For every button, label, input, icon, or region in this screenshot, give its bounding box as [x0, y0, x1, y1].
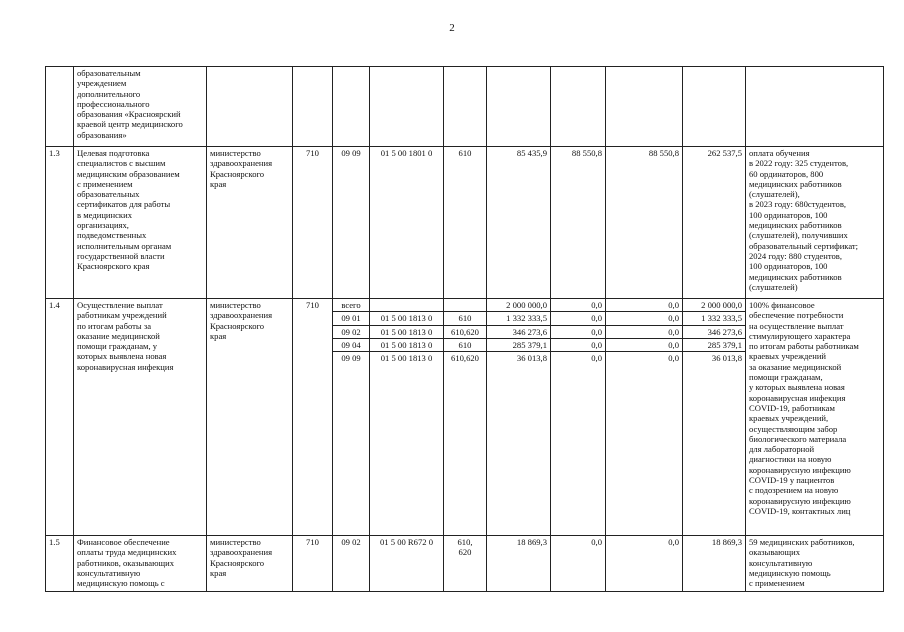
item-code-cell: [293, 67, 333, 147]
item-org-cell: министерство здравоохранения Красноярского края: [207, 147, 293, 299]
target-article-cell: 01 5 00 R672 0: [370, 536, 444, 592]
item-name-cell: Финансовое обеспечение оплаты труда медицинских работников, оказывающих консультативную медицинскую помощь с: [74, 536, 207, 592]
target-article-cell: 01 5 00 1813 0: [370, 325, 444, 338]
item-org-cell: [207, 67, 293, 147]
table-row: [46, 147, 884, 299]
amount-2023-cell: 0,0: [551, 299, 606, 312]
section-code-cell: 09 09: [333, 352, 370, 536]
target-article-cell: 01 5 00 1801 0: [370, 147, 444, 299]
section-code-cell: 09 01: [333, 312, 370, 325]
item-number-cell: 1.3: [46, 147, 74, 299]
item-result-cell: оплата обучения в 2022 году: 325 студентов, 60 ординаторов, 800 медицинских работников (слушателей), в 2023 году: 680студентов, 100 ординаторов, 100 медицинских работников (слушателей), получивших образовательный сертификат; 2024 году: 880 студентов, 100 ординаторов, 100 медицинских работников (слушателей): [746, 147, 884, 299]
item-number-cell: 1.5: [46, 536, 74, 592]
amount-2024-cell: 0,0: [606, 536, 683, 592]
expense-type-cell: [444, 299, 487, 312]
amount-2023-cell: 0,0: [551, 325, 606, 338]
expense-type-cell: 610: [444, 147, 487, 299]
amount-total-cell: 285 379,1: [683, 338, 746, 351]
item-result-cell: 100% финансовое обеспечение потребности на осуществление выплат стимулирующего характера по итогам работы работникам краевых учреждений за оказание медицинской помощи гражданам, у которых выявлена новая коронавирусная инфекция COVID-19, работникам краевых учреждений, осуществляющим забор биологического материала для лабораторной диагностики на новую коронавирусную инфекцию COVID-19 у пациентов с подозрением на новую коронавирусную инфекцию COVID-19, контактных лиц: [746, 299, 884, 536]
item-code-cell: 710: [293, 147, 333, 299]
amount-total-cell: 346 273,6: [683, 325, 746, 338]
amount-total-cell: 262 537,5: [683, 147, 746, 299]
item-number-cell: [46, 67, 74, 147]
item-result-cell: 59 медицинских работников, оказывающих консультативную медицинскую помощь с применением: [746, 536, 884, 592]
table-row: [46, 299, 884, 312]
amount-2022-cell: [487, 67, 551, 147]
item-number-cell: 1.4: [46, 299, 74, 536]
section-code-cell: всего: [333, 299, 370, 312]
table-row: [46, 67, 884, 147]
amount-2023-cell: 88 550,8: [551, 147, 606, 299]
expense-type-cell: 610,620: [444, 352, 487, 536]
table-row: [46, 536, 884, 592]
amount-total-cell: 1 332 333,5: [683, 312, 746, 325]
amount-2022-cell: 2 000 000,0: [487, 299, 551, 312]
item-result-cell: [746, 67, 884, 147]
section-code-cell: 09 02: [333, 536, 370, 592]
expense-type-cell: [444, 67, 487, 147]
amount-total-cell: [683, 67, 746, 147]
target-article-cell: 01 5 00 1813 0: [370, 352, 444, 536]
amount-2024-cell: 0,0: [606, 299, 683, 312]
expense-type-cell: 610: [444, 338, 487, 351]
amount-2022-cell: 18 869,3: [487, 536, 551, 592]
item-org-cell: министерство здравоохранения Красноярского края: [207, 536, 293, 592]
section-code-cell: 09 02: [333, 325, 370, 338]
item-name-cell: Целевая подготовка специалистов с высшим медицинским образованием с применением образовательных сертификатов для работы в медицинских организациях, подведомственных исполнительным органам государственной власти Красноярского края: [74, 147, 207, 299]
amount-2024-cell: 0,0: [606, 312, 683, 325]
amount-2022-cell: 85 435,9: [487, 147, 551, 299]
item-org-cell: министерство здравоохранения Красноярского края: [207, 299, 293, 536]
amount-2023-cell: 0,0: [551, 352, 606, 536]
amount-2023-cell: 0,0: [551, 338, 606, 351]
amount-2024-cell: 88 550,8: [606, 147, 683, 299]
item-code-cell: 710: [293, 299, 333, 536]
section-code-cell: [333, 67, 370, 147]
section-code-cell: 09 09: [333, 147, 370, 299]
amount-2022-cell: 346 273,6: [487, 325, 551, 338]
amount-2022-cell: 36 013,8: [487, 352, 551, 536]
item-name-cell: Осуществление выплат работникам учреждений по итогам работы за оказание медицинской помощи гражданам, у которых выявлена новая коронавирусная инфекция: [74, 299, 207, 536]
amount-2022-cell: 1 332 333,5: [487, 312, 551, 325]
amount-2024-cell: [606, 67, 683, 147]
amount-2024-cell: 0,0: [606, 352, 683, 536]
item-name-cell: образовательным учреждением дополнительного профессионального образования «Красноярский краевой центр медицинского образования»: [74, 67, 207, 147]
amount-total-cell: 36 013,8: [683, 352, 746, 536]
target-article-cell: 01 5 00 1813 0: [370, 312, 444, 325]
amount-2022-cell: 285 379,1: [487, 338, 551, 351]
amount-2024-cell: 0,0: [606, 338, 683, 351]
amount-2023-cell: 0,0: [551, 312, 606, 325]
expense-type-cell: 610, 620: [444, 536, 487, 592]
page-number: 2: [449, 22, 455, 34]
amount-total-cell: 18 869,3: [683, 536, 746, 592]
target-article-cell: 01 5 00 1813 0: [370, 338, 444, 351]
amount-2024-cell: 0,0: [606, 325, 683, 338]
target-article-cell: [370, 299, 444, 312]
expense-type-cell: 610: [444, 312, 487, 325]
amount-2023-cell: 0,0: [551, 536, 606, 592]
item-code-cell: 710: [293, 536, 333, 592]
expense-type-cell: 610,620: [444, 325, 487, 338]
amount-2023-cell: [551, 67, 606, 147]
target-article-cell: [370, 67, 444, 147]
budget-table: [45, 66, 884, 592]
amount-total-cell: 2 000 000,0: [683, 299, 746, 312]
section-code-cell: 09 04: [333, 338, 370, 351]
